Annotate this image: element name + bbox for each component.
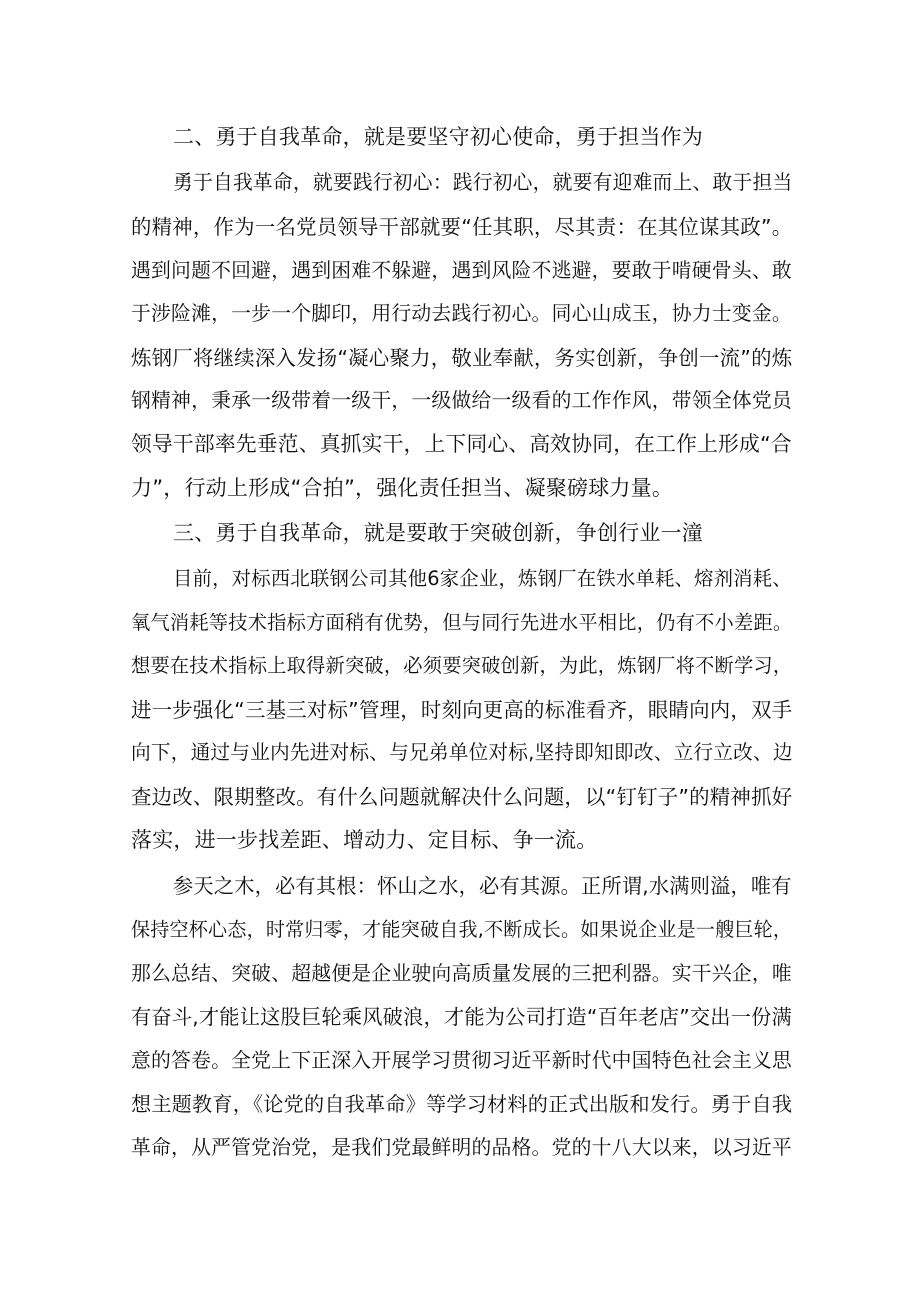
paragraph-line: 目前，对标西北联钢公司其他6家企业，炼钢厂在铁水单耗、熔剂消耗、 [173, 567, 792, 590]
paragraph-line: 进一步强化“三基三对标”管理，时刻向更高的标准看齐，眼睛向内，双手 [131, 698, 793, 722]
paragraph-line: 那么总结、突破、超越便是企业驶向高质量发展的三把利器。实干兴企，唯 [131, 962, 792, 985]
paragraph-line: 于涉险滩，一步一个脚印，用行动去践行初心。同心山成玉，协力士变金。 [131, 302, 792, 325]
section-heading-2: 二、勇于自我革命，就是要坚守初心使命，勇于担当作为 [173, 125, 703, 149]
paragraph-line: 遇到问题不回避，遇到困难不躲避，遇到风险不逃避，要敢于啃硬骨头、敢 [131, 259, 792, 282]
paragraph-line: 有奋斗,才能让这股巨轮乘风破浪，才能为公司打造“百年老店”交出一份满 [131, 1005, 792, 1029]
paragraph-line: 想要在技术指标上取得新突破，必须要突破创新，为此，炼钢厂将不断学习， [131, 654, 793, 677]
paragraph-line: 参天之木，必有其根：怀山之水，必有其源。正所谓,水满则溢，唯有 [173, 874, 792, 898]
paragraph-line: 的精神，作为一名党员领导干部就要“任其职，尽其责：在其位谋其政”。 [131, 215, 793, 239]
paragraph-line: 勇于自我革命，就要践行初心：践行初心，就要有迎难而上、敢于担当 [173, 171, 793, 194]
paragraph-line: 力”，行动上形成“合拍”，强化责任担当、凝聚磅球力量。 [131, 476, 674, 500]
paragraph-line: 落实，进一步找差距、增动力、定目标、争一流。 [131, 828, 598, 852]
paragraph-line: 向下，通过与业内先进对标、与兄弟单位对标,坚持即知即改、立行立改、边 [131, 741, 793, 764]
paragraph-line: 炼钢厂将继续深入发扬“凝心聚力，敬业奉献，务实创新，争创一流”的炼 [131, 346, 793, 370]
paragraph-line: 革命，从严管党治党，是我们党最鲜明的品格。党的十八大以来，以习近平 [131, 1136, 792, 1159]
section-heading-3: 三、勇于自我革命，就是要敢于突破创新，争创行业一潼 [173, 521, 703, 545]
paragraph-line: 氧气消耗等技术指标方面稍有优势，但与同行先进水平相比，仍有不小差距。 [131, 611, 793, 634]
paragraph-line: 查边改、限期整改。有什么问题就解决什么问题，以“钉钉子”的精神抓好 [131, 785, 793, 809]
paragraph-line: 保持空杯心态，时常归零，才能突破自我,不断成长。如果说企业是一艘巨轮， [131, 919, 793, 941]
paragraph-line: 想主题教育，《论党的自我革命》等学习材料的正式出版和发行。勇于自我 [131, 1092, 793, 1116]
paragraph-line: 意的答卷。全党上下正深入开展学习贯彻习近平新时代中国特色社会主义思 [131, 1049, 792, 1072]
paragraph-line: 钢精神，秉承一级带着一级干，一级做给一级看的工作作风，带领全体党员 [131, 389, 792, 412]
paragraph-line: 领导干部率先垂范、真抓实干，上下同心、高效协同，在工作上形成“合 [131, 432, 792, 456]
